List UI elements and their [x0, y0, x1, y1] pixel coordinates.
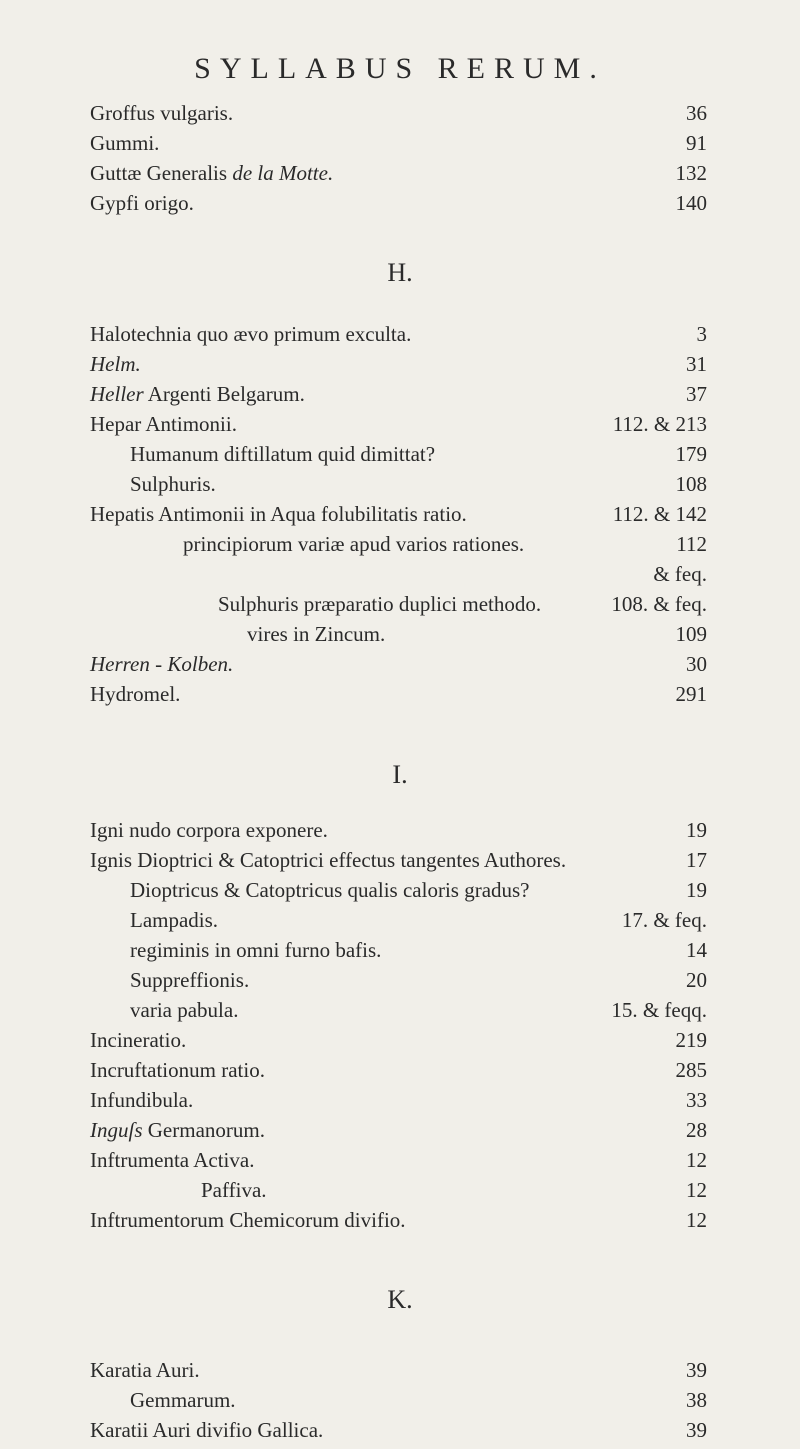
page-number: 179: [675, 442, 707, 466]
entry-text: [183, 529, 524, 559]
entry-text: [90, 499, 467, 529]
entry-text-roman: Groffus vulgaris.: [90, 101, 234, 125]
entry-text: [90, 349, 141, 379]
entry-text-roman: Germanorum.: [142, 1118, 265, 1142]
running-head: SYLLABUS RERUM.: [194, 52, 606, 85]
entry-text: [130, 439, 435, 469]
entry-text-roman: Dioptricus & Catoptricus qualis caloris gradus?: [130, 878, 530, 902]
page-number: 108. & feq.: [611, 592, 707, 616]
entry-text: [90, 649, 233, 679]
index-entry: [0, 619, 800, 649]
index-entry: [0, 188, 800, 218]
entry-text-roman: regiminis in omni furno bafis.: [130, 938, 382, 962]
entry-text: [90, 1085, 193, 1115]
page-number: 12: [686, 1178, 707, 1202]
page-number: 36: [686, 101, 707, 125]
entry-text: [130, 995, 238, 1025]
entry-text-roman: Incruftationum ratio.: [90, 1058, 265, 1082]
entry-text-roman: Humanum diftillatum quid dimittat?: [130, 442, 436, 466]
entry-text: [90, 1025, 186, 1055]
index-entry: [0, 995, 800, 1025]
entry-text-roman: Karatia Auri.: [90, 1358, 200, 1382]
entry-text: [90, 1145, 254, 1175]
index-entry: [0, 1205, 800, 1235]
index-entry: [0, 439, 800, 469]
page-number: 132: [675, 161, 707, 185]
entry-text: [130, 965, 249, 995]
entry-text: [90, 128, 159, 158]
index-entry: [0, 379, 800, 409]
entry-text: [90, 815, 328, 845]
entry-text-roman: Hepatis Antimonii in Aqua folubilitatis ratio.: [90, 502, 467, 526]
entry-text: [201, 1175, 267, 1205]
index-entry: [0, 1145, 800, 1175]
page-number: 39: [686, 1418, 707, 1442]
entry-text-roman: Suppreffionis.: [130, 968, 250, 992]
entry-text-roman: Inftrumentorum Chemicorum divifio.: [90, 1208, 406, 1232]
entry-text-roman: Ignis Dioptrici & Catoptrici effectus tangentes Authores.: [90, 848, 567, 872]
entry-text: [90, 1055, 265, 1085]
entry-text: [90, 1355, 200, 1385]
index-entry: [0, 905, 800, 935]
entry-text: [90, 409, 237, 439]
entry-text: [90, 188, 194, 218]
entry-text-roman: Hydromel.: [90, 682, 181, 706]
entry-text-roman: Incineratio.: [90, 1028, 187, 1052]
entry-text: [130, 875, 530, 905]
page-number: 12: [686, 1148, 707, 1172]
index-entry: [0, 965, 800, 995]
page-number: 37: [686, 382, 707, 406]
page-number: 39: [686, 1358, 707, 1382]
page-number: 12: [686, 1208, 707, 1232]
page-number: 112. & 142: [612, 502, 707, 526]
entry-text-roman: Lampadis.: [130, 908, 219, 932]
page-number: 31: [686, 352, 707, 376]
page-number: 38: [686, 1388, 707, 1412]
page-number: 28: [686, 1118, 707, 1142]
page-number: 15. & feqq.: [611, 998, 707, 1022]
entry-text: [90, 379, 305, 409]
entry-text-roman: Igni nudo corpora exponere.: [90, 818, 328, 842]
index-entry: [0, 1025, 800, 1055]
page-number: 19: [686, 878, 707, 902]
entry-text-italic: Helm.: [90, 352, 141, 376]
index-entry: [0, 589, 800, 619]
index-entry: [0, 1055, 800, 1085]
page-number: 219: [675, 1028, 707, 1052]
entry-text: [90, 1115, 265, 1145]
entry-text: [130, 469, 216, 499]
index-entry: [0, 1355, 800, 1385]
index-entry: [0, 158, 800, 188]
entry-text: [90, 158, 333, 188]
page-number: 14: [686, 938, 707, 962]
index-entry: [0, 469, 800, 499]
page-number: & feq.: [653, 562, 707, 586]
entry-text: [130, 905, 218, 935]
index-entry: [0, 649, 800, 679]
page-number: 140: [675, 191, 707, 215]
page-number: 3: [696, 322, 707, 346]
entry-text-roman: Gypfi origo.: [90, 191, 194, 215]
index-entry: [0, 935, 800, 965]
index-entry: [0, 875, 800, 905]
entry-text: [90, 679, 180, 709]
index-entry: [0, 319, 800, 349]
entry-text-italic: de la Motte.: [232, 161, 334, 185]
entry-text: [247, 619, 385, 649]
entry-text-roman: Paffiva.: [201, 1178, 267, 1202]
page-number: 19: [686, 818, 707, 842]
entry-text-italic: Heller: [90, 382, 144, 406]
page-number: 17. & feq.: [621, 908, 707, 932]
page-number: 17: [686, 848, 707, 872]
entry-text-italic: Herren - Kolben.: [90, 652, 234, 676]
index-entry: [0, 128, 800, 158]
entry-text-roman: Sulphuris.: [130, 472, 216, 496]
entry-text-roman: Inftrumenta Activa.: [90, 1148, 255, 1172]
section-letter: H.: [387, 258, 413, 287]
index-entry: [0, 1385, 800, 1415]
section-letter: I.: [392, 760, 408, 789]
entry-text: [90, 1415, 323, 1445]
entry-text: [130, 1385, 236, 1415]
index-entry: [0, 815, 800, 845]
page-number: 112. & 213: [612, 412, 707, 436]
page-number: 108: [675, 472, 707, 496]
entry-text-roman: Halotechnia quo ævo primum exculta.: [90, 322, 412, 346]
entry-text: [90, 98, 233, 128]
page-number: 91: [686, 131, 707, 155]
page-number: 109: [675, 622, 707, 646]
index-entry: [0, 679, 800, 709]
entry-text-roman: Hepar Antimonii.: [90, 412, 237, 436]
index-entry: [0, 529, 800, 559]
index-entry: [0, 845, 800, 875]
section-letter: K.: [387, 1285, 413, 1314]
entry-text-roman: Karatii Auri divifio Gallica.: [90, 1418, 324, 1442]
index-entry: [0, 1115, 800, 1145]
page-number: 291: [675, 682, 707, 706]
index-entry: [0, 559, 800, 589]
index-entry: [0, 409, 800, 439]
entry-text-italic: Inguſs: [90, 1118, 143, 1142]
page-number: 33: [686, 1088, 707, 1112]
entry-text: [130, 935, 381, 965]
entry-text-roman: Infundibula.: [90, 1088, 194, 1112]
index-entry: [0, 1415, 800, 1445]
entry-text-roman: Guttæ Generalis: [90, 161, 233, 185]
entry-text-roman: Gummi.: [90, 131, 160, 155]
entry-text-roman: Sulphuris præparatio duplici methodo.: [218, 592, 542, 616]
entry-text-roman: varia pabula.: [130, 998, 239, 1022]
index-entry: [0, 1085, 800, 1115]
index-entry: [0, 349, 800, 379]
page-number: 20: [686, 968, 707, 992]
entry-text-roman: Gemmarum.: [130, 1388, 236, 1412]
index-entry: [0, 98, 800, 128]
page-number: 112: [676, 532, 707, 556]
entry-text: [90, 845, 566, 875]
page-number: 30: [686, 652, 707, 676]
page-number: 285: [675, 1058, 707, 1082]
index-entry: [0, 1175, 800, 1205]
entry-text: [218, 589, 541, 619]
entry-text-roman: principiorum variæ apud varios rationes.: [183, 532, 525, 556]
entry-text-roman: Argenti Belgarum.: [143, 382, 305, 406]
entry-text: [90, 1205, 406, 1235]
entry-text: [90, 319, 411, 349]
entry-text-roman: vires in Zincum.: [247, 622, 386, 646]
index-entry: [0, 499, 800, 529]
